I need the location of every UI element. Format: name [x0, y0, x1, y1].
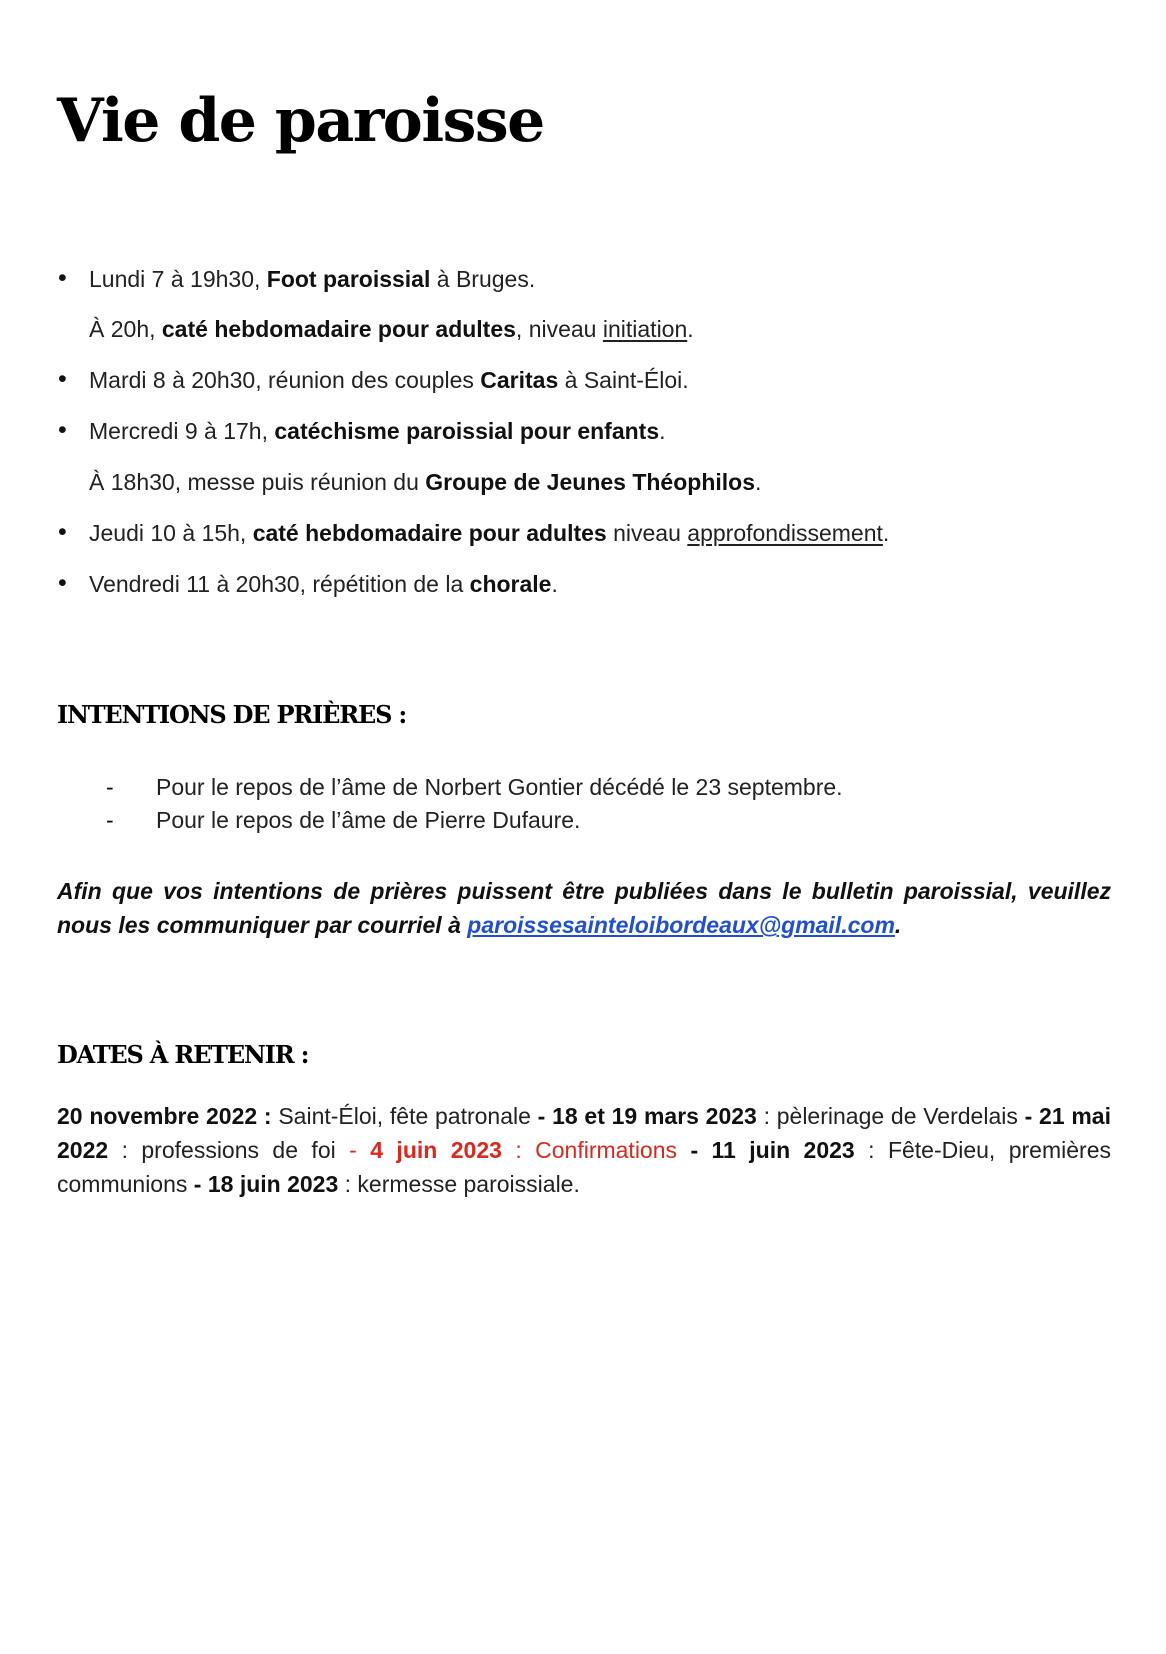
event-monday-sub: À 20h, caté hebdomadaire pour adultes, niveau initiation.	[89, 316, 694, 342]
dash: -	[106, 774, 114, 800]
confirmations-highlight: - 4 juin 2023 : Confirmations	[349, 1137, 691, 1163]
event-wednesday-sub: À 18h30, messe puis réunion du Groupe de Jeunes Théophilos.	[89, 469, 762, 495]
bullet: •	[58, 569, 67, 597]
bullet: •	[58, 518, 67, 546]
intentions-heading: INTENTIONS DE PRIÈRES :	[57, 700, 407, 729]
intention-item: Pour le repos de l’âme de Pierre Dufaure.	[156, 807, 581, 833]
event-thursday: Jeudi 10 à 15h, caté hebdomadaire pour adultes niveau approfondissement.	[89, 520, 890, 546]
event-tuesday: Mardi 8 à 20h30, réunion des couples Caritas à Saint-Éloi.	[89, 367, 689, 393]
bullet: •	[58, 416, 67, 444]
intentions-note: Afin que vos intentions de prières puissent être publiées dans le bulletin paroissial, veuillez nous les communiquer par courriel à paroissesainteloibordeaux@gmail.com.	[57, 878, 1111, 938]
event-wednesday: Mercredi 9 à 17h, catéchisme paroissial pour enfants.	[89, 418, 666, 444]
bullet: •	[58, 264, 67, 292]
page-title: Vie de paroisse	[57, 86, 544, 156]
dash: -	[106, 807, 114, 833]
dates-heading: DATES À RETENIR :	[57, 1040, 309, 1069]
dates-paragraph: 20 novembre 2022 : Saint-Éloi, fête patronale - 18 et 19 mars 2023 : pèlerinage de Verdelais - 21 mai 2022 : professions de foi - 4 juin 2023 : Confirmations - 11 juin 2023 : Fête-Dieu, premières communions - 18 juin 2023 : kermesse paroissiale.	[57, 1103, 1111, 1197]
bullet: •	[58, 365, 67, 393]
intention-item: Pour le repos de l’âme de Norbert Gontier décédé le 23 septembre.	[156, 774, 843, 800]
event-monday: Lundi 7 à 19h30, Foot paroissial à Bruges.	[89, 266, 536, 292]
email-link[interactable]: paroissesainteloibordeaux@gmail.com	[467, 912, 895, 938]
event-friday: Vendredi 11 à 20h30, répétition de la chorale.	[89, 571, 558, 597]
